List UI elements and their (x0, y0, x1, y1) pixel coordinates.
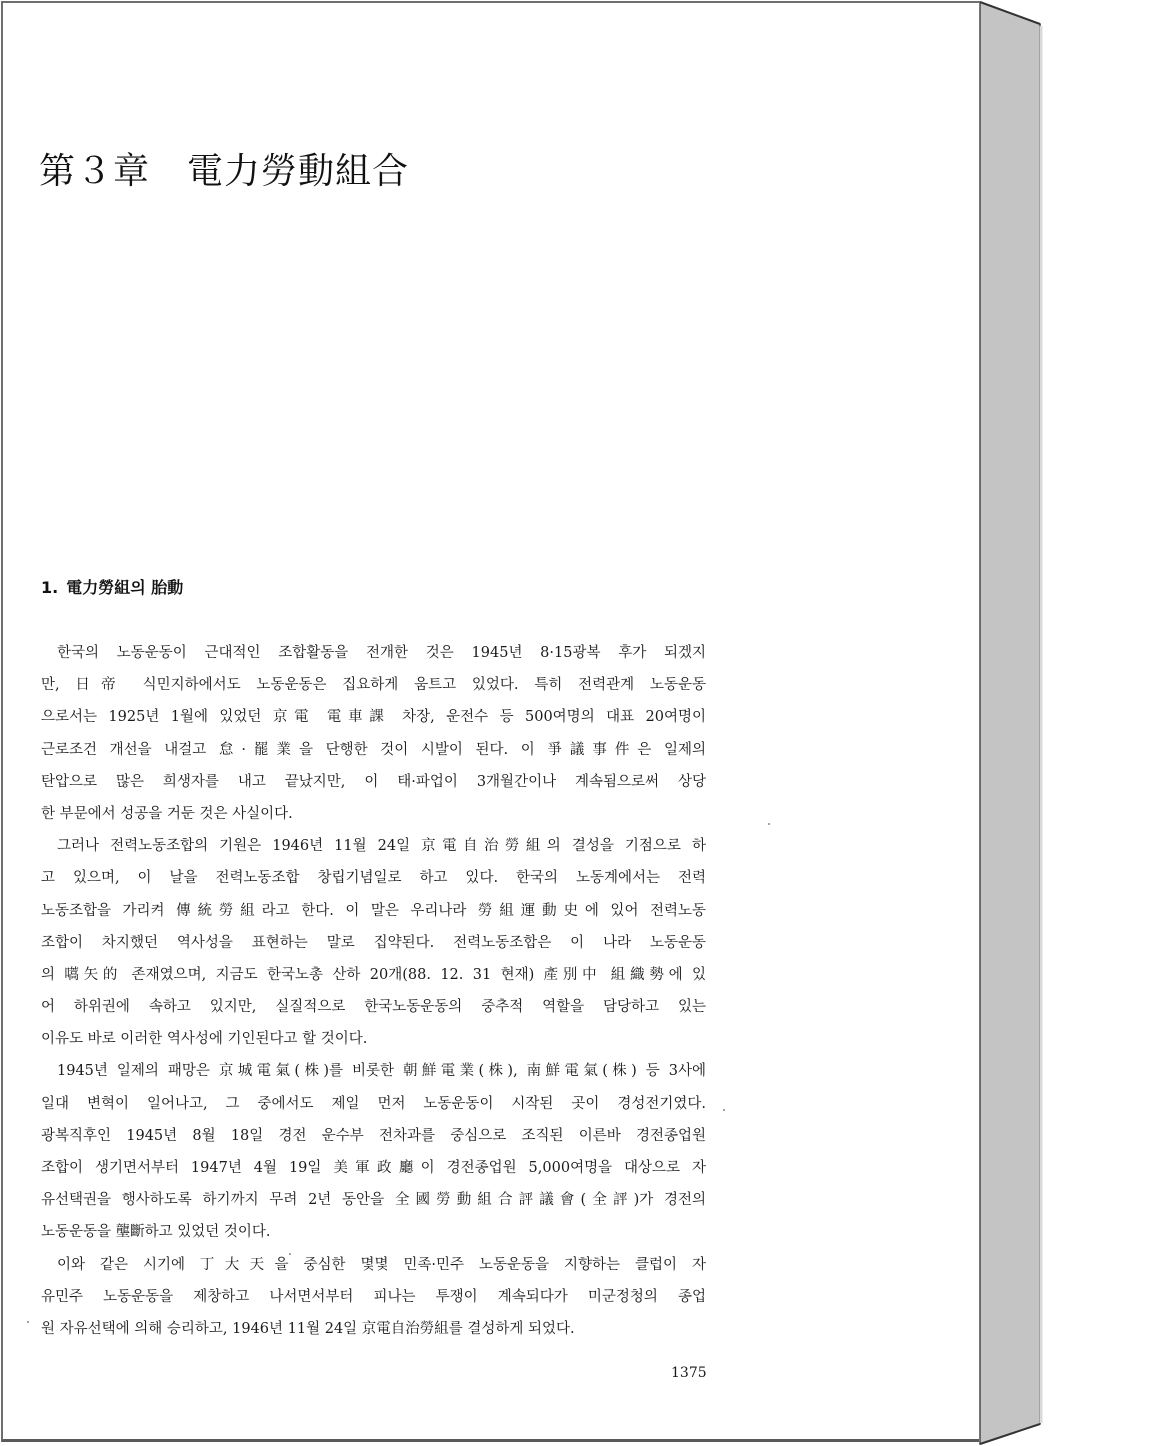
text-line: 노동운동을 壟斷하고 있었던 것이다. (41, 1224, 271, 1241)
paragraph-1 (41, 637, 706, 830)
section-number: 1. (41, 578, 59, 597)
page-number: 1375 (671, 1365, 707, 1381)
paragraph-2 (41, 830, 706, 1055)
text-line: 조합이 생기면서부터 1947년 4월 19일 美軍政廳이 경전종업원 5,000여명을 대상으로 자 (41, 1160, 706, 1176)
text-line: 광복직후인 1945년 8월 18일 경전 운수부 전차과를 중심으로 조직된 이른바 경전종업원 (41, 1127, 706, 1144)
scan-speck (289, 1253, 291, 1255)
text-line: 유선택권을 행사하도록 하기까지 무려 2년 동안을 全國勞動組合評議會(全評)가 경전의 (41, 1192, 706, 1209)
text-line: 조합이 차지했던 역사성을 표현하는 말로 집약된다. 전력노동조합은 이 나라 노동운동 (41, 934, 706, 951)
text-line: 유민주 노동운동을 제창하고 나서면서부터 피나는 투쟁이 계속되다가 미군정청의 종업 (41, 1288, 706, 1305)
chapter-title: 第３章 電力勞動組合 (39, 151, 410, 192)
scan-speck (768, 823, 770, 825)
text-line: 으로서는 1925년 1월에 있었던 京電 電車課 차장, 운전수 등 500여명의 대표 20여명이 (41, 709, 706, 726)
text-line: 1945년 일제의 패망은 京城電氣(株)를 비롯한 朝鮮電業(株), 南鮮電氣(株) 등 3사에 (57, 1063, 706, 1080)
document-page (1, 1, 979, 1442)
text-line: 근로조건 개선을 내걸고 怠·罷業을 단행한 것이 시발이 된다. 이 爭議事件은 일제의 (41, 741, 706, 758)
paragraph-3 (41, 1055, 706, 1248)
text-line: 의 嚆矢的 존재였으며, 지금도 한국노총 산하 20개(88. 12. 31 현재) 產別中 組織勢에 있 (41, 966, 706, 983)
section-title: 電力勞組의 胎動 (66, 578, 184, 597)
text-line: 한 부문에서 성공을 거둔 것은 사실이다. (41, 805, 293, 822)
text-line: 한국의 노동운동이 근대적인 조합활동을 전개한 것은 1945년 8·15광복 후가 되겠지 (57, 645, 706, 661)
text-line: 탄압으로 많은 희생자를 내고 끝났지만, 이 태·파업이 3개월간이나 계속됨으로써 상당 (41, 773, 706, 790)
text-line: 이유도 바로 이러한 역사성에 기인된다고 할 것이다. (41, 1031, 368, 1048)
scan-speck (723, 1109, 725, 1111)
text-line: 일대 변혁이 일어나고, 그 중에서도 제일 먼저 노동운동이 시작된 곳이 경성전기였다. (41, 1095, 706, 1112)
text-line: 노동조합을 가리켜 傳統勞組라고 한다. 이 말은 우리나라 勞組運動史에 있어 전력노동 (41, 902, 706, 919)
text-line: 이와 같은 시기에 丁大天을 중심한 몇몇 민족·민주 노동운동을 지향하는 클럽이 자 (57, 1256, 706, 1273)
body-text (41, 637, 706, 1345)
paragraph-4 (41, 1249, 706, 1346)
text-line: 어 하위권에 속하고 있지만, 실질적으로 한국노동운동의 중추적 역할을 담당하고 있는 (41, 999, 706, 1016)
text-line: 원 자유선택에 의해 승리하고, 1946년 11월 24일 京電自治勞組를 결성하게 되었다. (41, 1320, 575, 1337)
text-line: 만, 日帝 식민지하에서도 노동운동은 집요하게 움트고 있었다. 특히 전력관계 노동운동 (41, 677, 706, 694)
text-line: 고 있으며, 이 날을 전력노동조합 창립기념일로 하고 있다. 한국의 노동계에서는 전력 (41, 870, 706, 887)
scan-speck (27, 1321, 29, 1323)
text-line: 그러나 전력노동조합의 기원은 1946년 11월 24일 京電自治勞組의 결성을 기점으로 하 (57, 838, 706, 855)
section-heading (41, 575, 183, 598)
